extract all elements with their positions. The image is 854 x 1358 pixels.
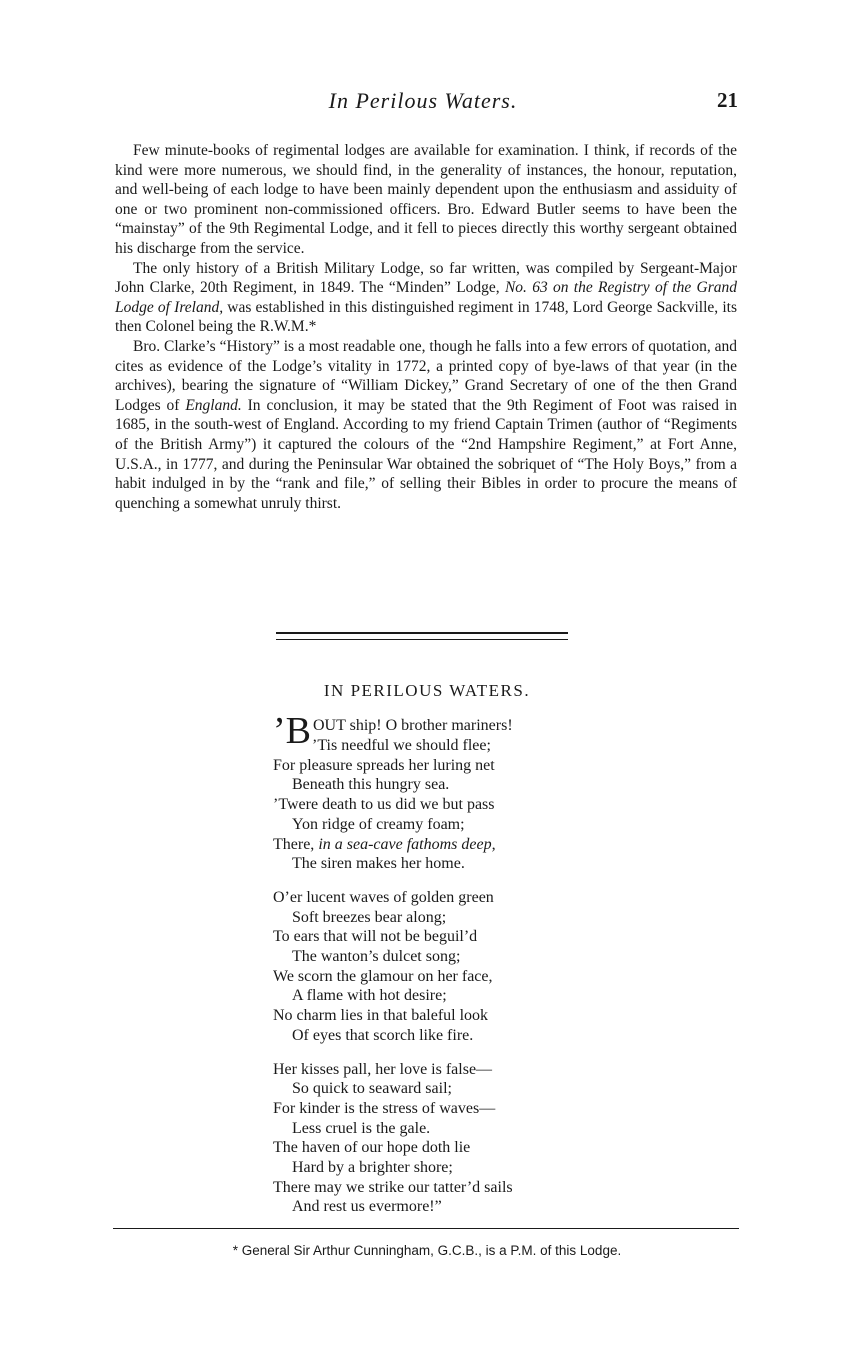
poem-line-part: There,: [273, 835, 319, 853]
poem-line: The siren makes her home.: [292, 855, 465, 873]
page-number: 21: [717, 88, 738, 112]
poem-line: For pleasure spreads her luring net: [273, 756, 495, 774]
poem-line: A flame with hot desire;: [292, 987, 447, 1005]
poem-stanza-1: [273, 710, 673, 874]
england-italic: England.: [185, 396, 242, 414]
poem: [273, 710, 673, 1231]
article-body: [115, 141, 737, 513]
paragraph-3: [115, 337, 737, 513]
poem-line: We scorn the glamour on her face,: [273, 967, 493, 985]
poem-line: No charm lies in that baleful look: [273, 1007, 489, 1025]
paragraph-2-part-c: was established in this distinguished regiment in 1748, Lord George Sackville, its then Colonel being the R.W.M.*: [115, 298, 737, 336]
poem-stanza-2: [273, 888, 673, 1046]
drop-cap: [273, 712, 311, 750]
poem-line: Less cruel is the gale.: [292, 1119, 431, 1137]
paragraph-2: [115, 259, 737, 337]
poem-line-italic: in a sea-cave fathoms deep,: [318, 835, 496, 853]
poem-line: Soft breezes bear along;: [292, 908, 447, 926]
poem-line: Beneath this hungry sea.: [292, 776, 450, 794]
poem-line: And rest us evermore!”: [292, 1198, 442, 1216]
poem-line: O’er lucent waves of golden green: [273, 888, 494, 906]
poem-line: There may we strike our tatter’d sails: [273, 1178, 513, 1196]
running-head: [108, 86, 738, 116]
poem-stanza-3: [273, 1060, 673, 1218]
poem-line: Hard by a brighter shore;: [292, 1159, 453, 1177]
running-title: In Perilous Waters.: [328, 88, 518, 113]
footnote-rule: [113, 1228, 739, 1229]
section-divider: [276, 632, 568, 640]
paragraph-3-part-a: Bro. Clarke’s “History” is a most readable one, though he falls into a few errors of quotation, and cites as evidence of the Lodge’s vitality in 1772, a printed copy of bye-laws of that year (in the archives), bearing the signature of “William Dickey,” Grand Secretary of one of the then Grand Lodges of: [115, 337, 737, 414]
poem-line: To ears that will not be beguil’d: [273, 928, 478, 946]
first-line-text: OUT ship! O brother mariners!: [313, 717, 513, 734]
poem-line: Her kisses pall, her love is false—: [273, 1060, 493, 1078]
poem-line: ’Twere death to us did we but pass: [273, 796, 495, 814]
paragraph-2-part-a: The only history of a British Military Lodge, so far written, was compiled by Sergeant-Major John Clarke, 20th Regiment, in 1849. The “Minden” Lodge,: [115, 259, 737, 297]
poem-line: So quick to seaward sail;: [292, 1080, 452, 1098]
poem-line: ’Tis needful we should flee;: [312, 737, 491, 754]
poem-line: [273, 835, 673, 855]
poem-line: The wanton’s dulcet song;: [292, 948, 461, 966]
drop-cap-apostrophe: ’: [273, 710, 286, 752]
poem-title: IN PERILOUS WATERS.: [323, 681, 531, 700]
registry-reference: No. 63 on the Registry of the Grand Lodge of Ireland,: [115, 279, 737, 316]
poem-line: Yon ridge of creamy foam;: [292, 815, 465, 833]
footnote: * General Sir Arthur Cunningham, G.C.B., is a P.M. of this Lodge.: [232, 1243, 622, 1258]
poem-line: Of eyes that scorch like fire.: [292, 1026, 474, 1044]
drop-cap-letter: B: [285, 710, 312, 752]
paragraph-3-part-c: In conclusion, it may be stated that the 9th Regiment of Foot was raised in 1685, in the south-west of England. According to my friend Captain Trimen (author of “Regiments of the British Army”) it captured the colours of the “2nd Hampshire Regiment,” at Fort Anne, U.S.A., in 1777, and during the Peninsular War obtained the sobriquet of “The Holy Boys,” from a habit indulged in by the “rank and file,” of selling their Bibles in order to procure the means of quenching a somewhat unruly thirst.: [115, 396, 737, 512]
poem-line: The haven of our hope doth lie: [273, 1139, 471, 1157]
poem-line: For kinder is the stress of waves—: [273, 1099, 496, 1117]
paragraph-1: Few minute-books of regimental lodges are available for examination. I think, if records of the kind were more numerous, we should find, in the generality of instances, the honour, reputation, and well-being of each lodge to have been mainly dependent upon the enthusiasm and assiduity of one or two prominent non-commissioned officers. Bro. Edward Butler seems to have been the “mainstay” of the 9th Regimental Lodge, and it fell to pieces directly this worthy sergeant obtained his discharge from the service.: [115, 142, 737, 257]
